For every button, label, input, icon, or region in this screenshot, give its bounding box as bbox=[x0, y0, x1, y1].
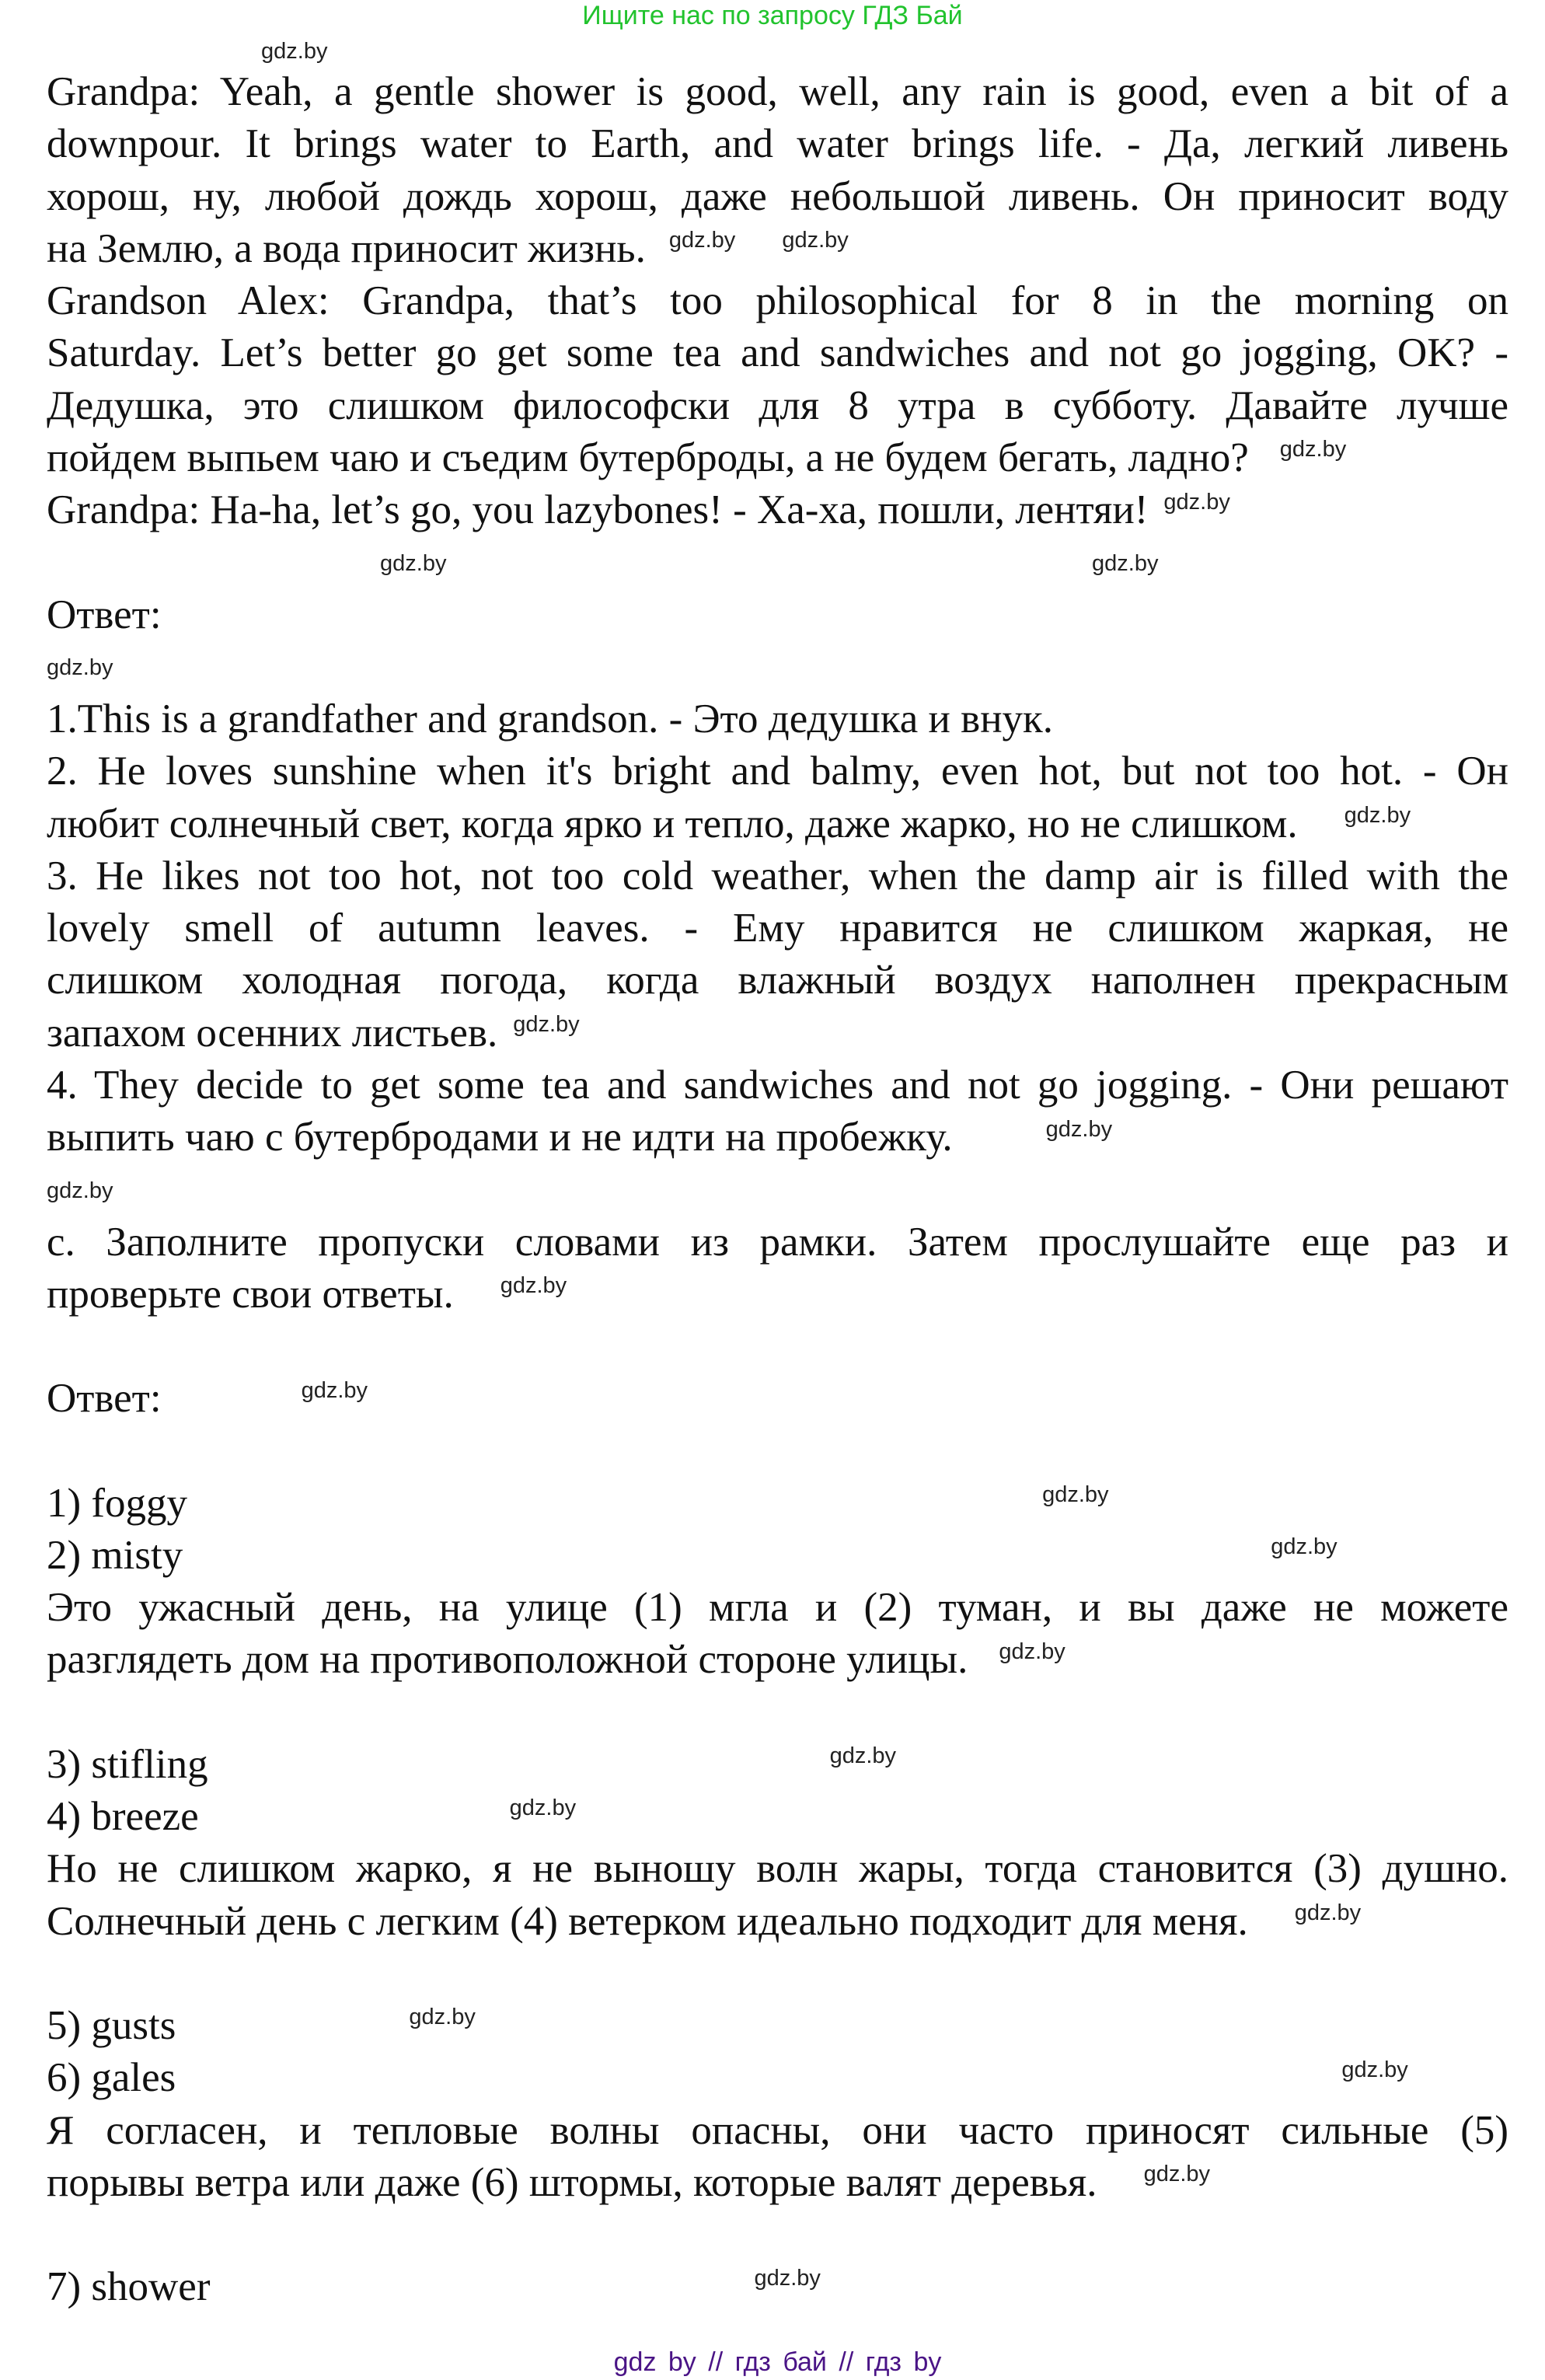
watermark: gdz.by bbox=[1045, 1116, 1113, 1142]
text-line bbox=[47, 850, 1508, 902]
watermark: gdz.by bbox=[829, 1743, 897, 1769]
section-gap bbox=[47, 1164, 1508, 1216]
watermark: gdz.by bbox=[301, 1377, 368, 1403]
paragraph bbox=[47, 1373, 1508, 1425]
paragraph bbox=[47, 2261, 1508, 2313]
paragraph bbox=[47, 484, 1508, 536]
watermark: gdz.by bbox=[47, 1178, 113, 1203]
text-line-content: 1.This is a grandfather and grandson. - Это дедушка и внук. bbox=[47, 696, 1054, 742]
text-line-content: Солнечный день с легким (4) ветерком идеально подходит для меня. bbox=[47, 1898, 1248, 1944]
text-line-content: downpour. It brings water to Earth, and water brings life. - Да, легкий ливень bbox=[47, 121, 1508, 167]
watermark: gdz.by bbox=[1271, 1534, 1337, 1560]
watermark: gdz.by bbox=[1143, 2162, 1211, 2187]
watermark: gdz.by bbox=[380, 550, 447, 576]
text-line bbox=[47, 2261, 1508, 2313]
text-line-content: выпить чаю с бутербродами и не идти на пробежку. bbox=[47, 1115, 953, 1160]
answer-group-3-4 bbox=[47, 1739, 1508, 1948]
search-banner[interactable]: Ищите нас по запросу ГДЗ Бай bbox=[582, 1, 963, 30]
answer-group-7 bbox=[47, 2261, 1508, 2313]
text-line-content: Ответ: bbox=[47, 592, 162, 637]
text-line bbox=[47, 798, 1508, 850]
paragraph bbox=[47, 1530, 1508, 1582]
watermark: gdz.by bbox=[1294, 1900, 1362, 1925]
text-line-content: Ответ: bbox=[47, 1376, 162, 1422]
text-line-content: Но не слишком жарко, я не выношу волн жары, тогда становится (3) душно. bbox=[47, 1846, 1508, 1892]
paragraph bbox=[47, 1739, 1508, 1791]
text-line bbox=[47, 1373, 1508, 1425]
text-line-content: любит солнечный свет, когда ярко и тепло, даже жарко, но не слишком. bbox=[47, 801, 1298, 846]
text-line bbox=[47, 1739, 1508, 1791]
text-line bbox=[47, 1530, 1508, 1582]
text-line-content: Grandpa: Yeah, a gentle shower is good, well, any rain is good, even a bit of a bbox=[47, 69, 1508, 114]
paragraph bbox=[47, 589, 1508, 641]
answer-group-1-2 bbox=[47, 1478, 1508, 1687]
section-gap bbox=[47, 1948, 1508, 2000]
text-line-content: проверьте свои ответы. bbox=[47, 1271, 454, 1317]
paragraph bbox=[47, 2105, 1508, 2210]
section-gap bbox=[47, 641, 1508, 693]
text-line bbox=[47, 1007, 1508, 1059]
footer-links[interactable]: gdz by // гдз бай // гдз by bbox=[613, 2347, 942, 2378]
text-line bbox=[47, 2052, 1508, 2104]
text-line-content: разглядеть дом на противоположной стороне улицы. bbox=[47, 1637, 968, 1683]
section-gap bbox=[47, 1426, 1508, 1478]
paragraph bbox=[47, 1216, 1508, 1321]
text-line-content: 1) foggy bbox=[47, 1480, 188, 1526]
watermark: gdz.by bbox=[509, 1795, 577, 1821]
watermark: gdz.by bbox=[1344, 802, 1411, 828]
text-line-content: 2. He loves sunshine when it's bright and balmy, even hot, but not too hot. - Он bbox=[47, 749, 1508, 794]
text-line bbox=[47, 1269, 1508, 1321]
text-line-content: порывы ветра или даже (6) штормы, которые валят деревья. bbox=[47, 2159, 1097, 2205]
watermark: gdz.by bbox=[261, 39, 328, 64]
text-line-content: 3) stifling bbox=[47, 1741, 208, 1787]
section-gap bbox=[47, 537, 1508, 589]
text-line-content: c. Заполните пропуски словами из рамки. Затем прослушайте еще раз и bbox=[47, 1219, 1508, 1265]
dialogue-section bbox=[47, 66, 1508, 537]
watermark: gdz.by bbox=[513, 1012, 580, 1038]
text-line bbox=[47, 954, 1508, 1007]
text-line-content: Grandpa: Ha-ha, let’s go, you lazybones! - Ха-ха, пошли, лентяи! bbox=[47, 487, 1149, 533]
text-line-content: 6) gales bbox=[47, 2055, 176, 2101]
paragraph bbox=[47, 1582, 1508, 1687]
page-content bbox=[47, 66, 1508, 2380]
answer-heading-2 bbox=[47, 1373, 1508, 1425]
text-line bbox=[47, 171, 1508, 223]
text-line-content: 2) misty bbox=[47, 1532, 183, 1578]
text-line-content: 4. They decide to get some tea and sandwiches and not go jogging. - Они решают bbox=[47, 1063, 1508, 1108]
text-line bbox=[47, 484, 1508, 536]
text-line bbox=[47, 223, 1508, 275]
text-line bbox=[47, 66, 1508, 118]
watermark: gdz.by bbox=[500, 1273, 567, 1299]
text-line-content: 3. He likes not too hot, not too cold weather, when the damp air is filled with the bbox=[47, 853, 1508, 899]
text-line bbox=[47, 2105, 1508, 2157]
section-gap bbox=[47, 2209, 1508, 2261]
watermark: gdz.by bbox=[1163, 489, 1230, 515]
text-line bbox=[47, 2000, 1508, 2052]
paragraph bbox=[47, 745, 1508, 850]
text-line-content: 4) breeze bbox=[47, 1794, 199, 1840]
text-line bbox=[47, 745, 1508, 797]
text-line bbox=[47, 1216, 1508, 1269]
text-line bbox=[47, 432, 1508, 484]
watermark: gdz.by bbox=[754, 2266, 821, 2291]
watermark: gdz.by bbox=[1042, 1481, 1109, 1507]
text-line bbox=[47, 589, 1508, 641]
text-line-content: 7) shower bbox=[47, 2264, 211, 2310]
answer-group-5-6 bbox=[47, 2000, 1508, 2209]
paragraph bbox=[47, 693, 1508, 745]
text-line-content: хорош, ну, любой дождь хорош, даже небольшой ливень. Он приносит воду bbox=[47, 173, 1508, 219]
watermark: gdz.by bbox=[1341, 2057, 1408, 2082]
text-line bbox=[47, 1896, 1508, 1948]
text-line-content: слишком холодная погода, когда влажный воздух наполнен прекрасным bbox=[47, 958, 1508, 1003]
text-line bbox=[47, 902, 1508, 954]
text-line-content: Дедушка, это слишком философски для 8 утра в субботу. Давайте лучше bbox=[47, 382, 1508, 428]
task-c-instruction bbox=[47, 1216, 1508, 1321]
text-line bbox=[47, 1059, 1508, 1111]
watermark: gdz.by bbox=[47, 654, 113, 680]
section-gap bbox=[47, 1687, 1508, 1739]
text-line-content: 5) gusts bbox=[47, 2002, 176, 2048]
watermark: gdz.by bbox=[409, 2005, 476, 2030]
text-line-content: на Землю, а вода приносит жизнь. bbox=[47, 225, 646, 271]
text-line-content: Grandson Alex: Grandpa, that’s too philosophical for 8 in the morning on bbox=[47, 278, 1508, 324]
watermark: gdz.by bbox=[999, 1638, 1065, 1664]
section-gap bbox=[47, 1321, 1508, 1373]
paragraph bbox=[47, 1059, 1508, 1164]
watermark: gdz.by bbox=[1279, 437, 1347, 462]
paragraph bbox=[47, 66, 1508, 275]
text-line-content: пойдем выпьем чаю и съедим бутерброды, а не будем бегать, ладно? bbox=[47, 435, 1249, 481]
text-line bbox=[47, 327, 1508, 379]
watermark: gdz.by bbox=[1092, 550, 1159, 576]
paragraph bbox=[47, 275, 1508, 484]
answer-heading-1 bbox=[47, 589, 1508, 641]
paragraph bbox=[47, 1478, 1508, 1530]
text-line-content: Это ужасный день, на улице (1) мгла и (2) туман, и вы даже не можете bbox=[47, 1585, 1508, 1631]
text-line bbox=[47, 1478, 1508, 1530]
paragraph bbox=[47, 1843, 1508, 1948]
text-line bbox=[47, 1843, 1508, 1895]
text-line-content: lovely smell of autumn leaves. - Ему нравится не слишком жаркая, не bbox=[47, 906, 1508, 951]
text-line bbox=[47, 2157, 1508, 2209]
text-line bbox=[47, 118, 1508, 170]
paragraph bbox=[47, 2052, 1508, 2104]
text-line bbox=[47, 1791, 1508, 1843]
text-line bbox=[47, 380, 1508, 432]
paragraph bbox=[47, 850, 1508, 1059]
text-line-content: запахом осенних листьев. bbox=[47, 1010, 498, 1056]
answers-list bbox=[47, 693, 1508, 1164]
text-line bbox=[47, 1582, 1508, 1634]
text-line bbox=[47, 1634, 1508, 1686]
paragraph bbox=[47, 1791, 1508, 1843]
watermark: gdz.by bbox=[668, 228, 736, 253]
text-line-content: Saturday. Let’s better go get some tea and sandwiches and not go jogging, OK? - bbox=[47, 330, 1508, 376]
paragraph bbox=[47, 2000, 1508, 2052]
text-line bbox=[47, 693, 1508, 745]
text-line-content: Я согласен, и тепловые волны опасны, они часто приносят сильные (5) bbox=[47, 2107, 1508, 2153]
text-line bbox=[47, 275, 1508, 327]
text-line bbox=[47, 1111, 1508, 1164]
watermark: gdz.by bbox=[782, 228, 849, 253]
